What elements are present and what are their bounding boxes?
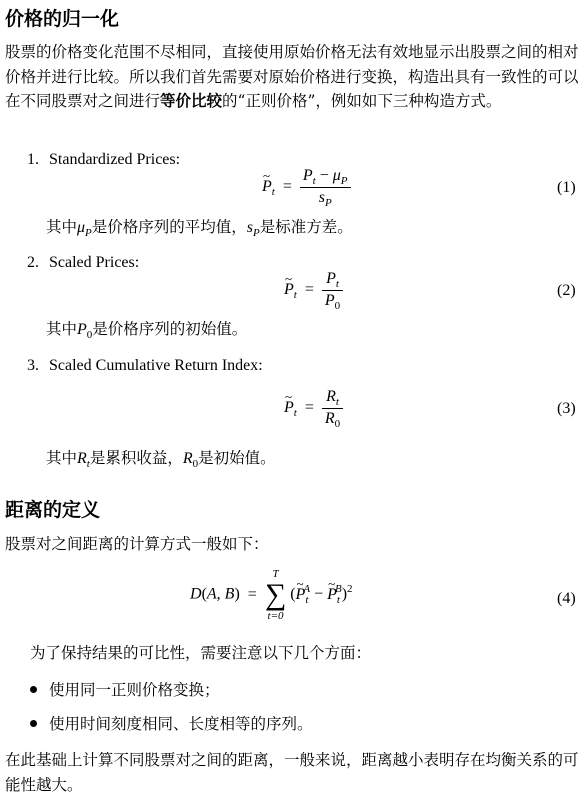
intro-paragraph bbox=[5, 40, 580, 114]
note-standardized: 其中$\mu_P$是价格序列的平均值，$s_P$是标准方差。 bbox=[46, 218, 353, 239]
item-number: 3. bbox=[27, 357, 39, 374]
intro-text-1: 股票的价格变化范围不尽相同，直接使用原始价格无法有效地显示出股票之间的相对价格并进行比较。所以我们首先需要对原始价格进行变换，构造出具有一致性的可以在不同股票对之间进行 bbox=[5, 43, 579, 110]
equation-distance: D(A, B) = T ∑ t=0 (P $\sim_t^A - P$ $\sim_t^B)^2$ bbox=[190, 568, 353, 622]
equation-scaled: P $\sim_t$ = $\frac{P_t}{P_0}$ bbox=[284, 269, 343, 312]
section-heading-normalization: 价格的归一化 bbox=[5, 8, 120, 30]
bullet-item: 使用时间刻度相同、长度相等的序列。 bbox=[30, 713, 313, 735]
equation-cumulative-return: P $\sim_t$ = $\frac{R_t}{R_0}$ bbox=[284, 387, 343, 430]
list-item-standardized bbox=[27, 150, 180, 170]
item-number: 2. bbox=[27, 254, 39, 271]
bullet-dot-icon bbox=[30, 686, 37, 693]
equation-number-1: (1) bbox=[557, 179, 576, 196]
note-cumulative-return: 其中$R_t$是累积收益，$R_0$是初始值。 bbox=[46, 449, 276, 470]
intro-text-2: 的“正则价格”，例如如下三种构造方式。 bbox=[222, 92, 502, 110]
conclusion-paragraph: 在此基础上计算不同股票对之间的距离，一般来说，距离越小表明存在均衡关系的可能性越大。 bbox=[5, 751, 579, 794]
summation-symbol: T ∑ t=0 bbox=[264, 568, 287, 622]
list-item-cumulative-return bbox=[27, 356, 263, 376]
intro-emphasis: 等价比较 bbox=[160, 92, 223, 110]
item-number: 1. bbox=[27, 151, 39, 168]
equation-number-2: (2) bbox=[557, 282, 576, 299]
equation-number-4: (4) bbox=[557, 590, 576, 607]
distance-intro: 股票对之间距离的计算方式一般如下： bbox=[5, 535, 269, 553]
equation-standardized: P $\sim_t$ = $\frac{P_t - \mu_P}{s_P}$ bbox=[262, 166, 351, 209]
comparability-lead: 为了保持结果的可比性，需要注意以下几个方面： bbox=[30, 644, 372, 662]
item-title: Scaled Cumulative Return Index: bbox=[49, 357, 263, 374]
equation-number-3: (3) bbox=[557, 400, 576, 417]
bullet-item: 使用同一正则价格变换； bbox=[30, 679, 220, 701]
item-title: Scaled Prices: bbox=[49, 254, 140, 271]
list-item-scaled bbox=[27, 253, 139, 273]
section-heading-distance: 距离的定义 bbox=[5, 499, 101, 521]
bullet-dot-icon bbox=[30, 720, 37, 727]
note-scaled: 其中$P_0$是价格序列的初始值。 bbox=[46, 320, 248, 341]
item-title: Standardized Prices: bbox=[49, 151, 181, 168]
